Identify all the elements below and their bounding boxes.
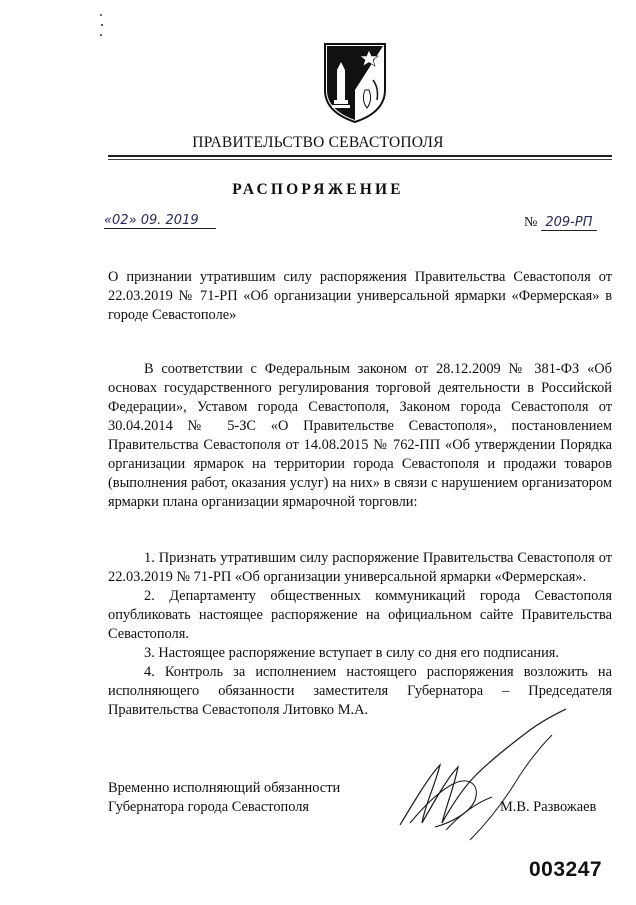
document-number — [524, 213, 600, 231]
signer-position-line2: Губернатора города Севастополя — [108, 799, 310, 815]
preamble — [108, 360, 612, 512]
signer-position-line1: Временно исполняющий обязанности — [108, 780, 341, 796]
handwritten-signature — [380, 705, 570, 850]
document-subject: О признании утратившим силу распоряжения Правительства Севастополя от 22.03.2019 № 71-РП «Об организации универсальной ярмарки «Фермерская» в городе Севастополе» — [108, 269, 612, 323]
scan-speck — [100, 14, 102, 16]
scan-speck — [101, 24, 103, 26]
number-value: 209-РП — [541, 215, 597, 231]
order-item: 1. Признать утратившим силу распоряжение Правительства Севастополя от 22.03.2019 № 71-РП «Об организации универсальной ярмарки «Фермерская». — [108, 550, 612, 585]
header-rule-thick — [108, 155, 612, 157]
order-item: 2. Департаменту общественных коммуникаций города Севастополя опубликовать настоящее распоряжение на официальном сайте Правительства Севастополя. — [108, 588, 612, 642]
order-item: 3. Настоящее распоряжение вступает в силу со дня его подписания. — [144, 645, 559, 661]
preamble-text: В соответствии с Федеральным законом от 28.12.2009 № 381-ФЗ «Об основах государственного регулирования торговой деятельности в Российской Федерации», Уставом города Севастополя, Законом города Севастополя от 30.04.2014 № 5-ЗС «О Правительстве Севастополя», постановлением Правительства Севастополя от 14.08.2015 № 762-ПП «Об утверждении Порядка организации ярмарок на территории города Севастополя и продажи товаров (выполнения работ, оказания услуг) на них» в связи с нарушением организатором ярмарки плана организации ярмарочной торговли: — [108, 361, 612, 510]
scan-speck — [100, 34, 102, 36]
document-type: РАСПОРЯЖЕНИЕ — [232, 181, 404, 198]
government-title: ПРАВИТЕЛЬСТВО СЕВАСТОПОЛЯ — [192, 134, 444, 151]
order-items — [108, 549, 612, 720]
document-date: «02» 09. 2019 — [104, 213, 216, 229]
signer-name: М.В. Развожаев — [500, 799, 597, 815]
order-item: 4. Контроль за исполнением настоящего распоряжения возложить на исполняющего обязанности заместителя Губернатора – Председателя Правительства Севастополя Литовко М.А. — [108, 664, 612, 718]
signer-position — [108, 779, 408, 817]
coat-of-arms-icon — [321, 40, 389, 124]
header-rule-thin — [108, 159, 612, 160]
number-sign: № — [524, 215, 538, 230]
serial-number: 003247 — [529, 858, 603, 881]
